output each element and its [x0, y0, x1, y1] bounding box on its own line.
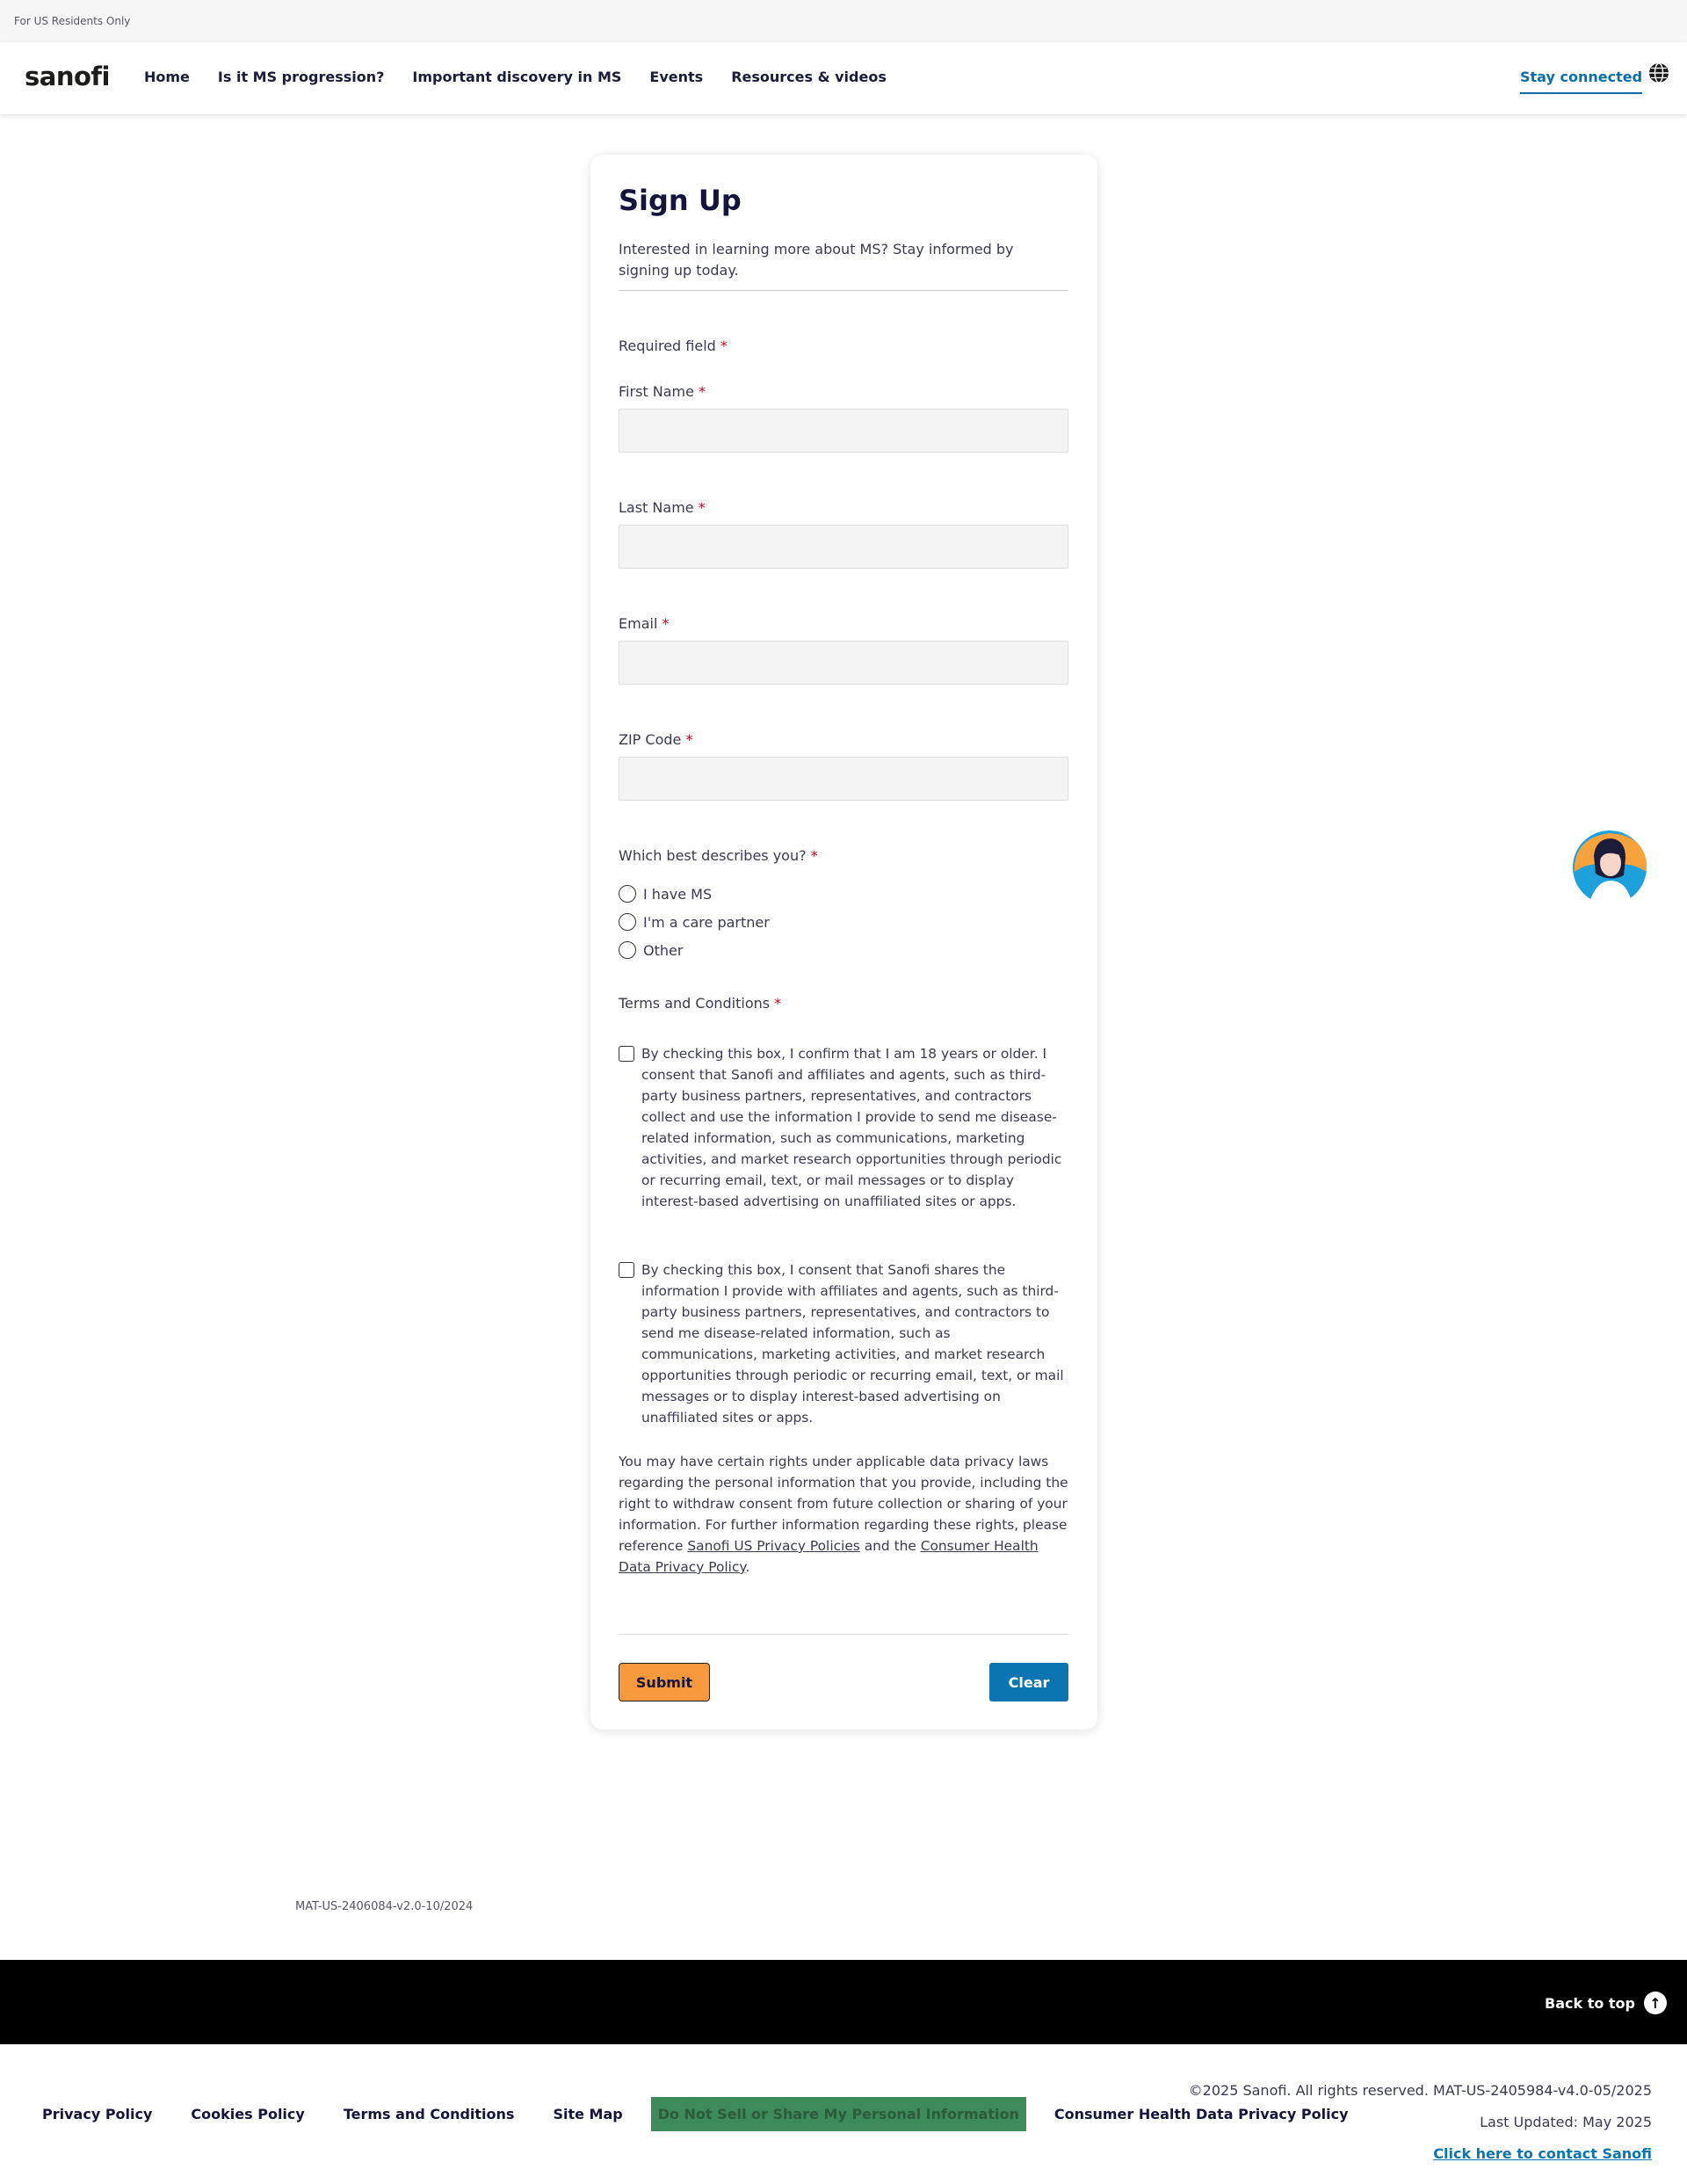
page-title: Sign Up — [619, 184, 742, 217]
signup-card — [590, 155, 1097, 1730]
first-name-label: First Name * — [619, 383, 706, 400]
main-navigation — [0, 42, 1687, 114]
terms-label: Terms and Conditions * — [619, 995, 782, 1012]
radio-option-have-ms[interactable]: I have MS — [619, 880, 1068, 908]
nav-link-home[interactable]: Home — [144, 69, 190, 85]
signup-intro: Interested in learning more about MS? Stay informed by signing up today. — [619, 239, 1068, 291]
last-name-label: Last Name * — [619, 499, 706, 516]
radio-option-other[interactable]: Other — [619, 936, 1068, 964]
radio-option-care-partner[interactable]: I'm a care partner — [619, 908, 1068, 936]
consent-text-1: By checking this box, I confirm that I am 18 years or older. I consent that Sanofi and affiliates and agents, such as third-party business partners, representatives, and contractors collect and use the information I provide to send me disease-related information, such as communications, marketing activities, and market research opportunities through periodic or recurring email, text, or mail messages or to display interest-based advertising on unaffiliated sites or apps. — [641, 1046, 1062, 1209]
describe-question-label: Which best describes you? * — [619, 847, 818, 864]
us-residents-notice: For US Residents Only — [14, 15, 131, 27]
consent-checkbox-2[interactable] — [619, 1262, 634, 1278]
footer-info — [1189, 2081, 1652, 2176]
arrow-up-icon: ↑ — [1644, 1992, 1667, 2014]
radio-circle-icon[interactable] — [619, 913, 636, 931]
consent-checkbox-row-2 — [619, 1259, 1068, 1428]
nav-links — [144, 69, 887, 85]
zip-code-input[interactable] — [619, 757, 1068, 801]
page-material-code: MAT-US-2406084-v2.0-10/2024 — [295, 1900, 474, 1913]
last-name-input[interactable] — [619, 525, 1068, 569]
submit-button[interactable]: Submit — [619, 1663, 710, 1701]
radio-circle-icon[interactable] — [619, 885, 636, 903]
nav-link-ms-progression[interactable]: Is it MS progression? — [217, 69, 385, 85]
clear-button[interactable]: Clear — [989, 1663, 1068, 1701]
consent-text-2: By checking this box, I consent that Sanofi shares the information I provide with affiliates and agents, such as third-party business partners, representatives, and contractors to send me disease-related information, such as communications, marketing activities, and market research opportunities through periodic or recurring email, text, or mail messages or to display interest-based advertising on unaffiliated sites or apps. — [641, 1262, 1064, 1426]
sanofi-logo[interactable]: sanofi — [25, 62, 110, 91]
footer-links — [42, 2097, 1387, 2131]
globe-icon[interactable] — [1647, 62, 1670, 84]
form-divider — [619, 1634, 1068, 1635]
email-label: Email * — [619, 615, 670, 632]
privacy-notice: You may have certain rights under applicable data privacy laws regarding the personal information that you provide, including the right to withdraw consent from future collection or sharing of your information. For further information regarding these rights, please reference Sanofi US Privacy Policies and the Consumer Health Data Privacy Policy. — [619, 1454, 1068, 1575]
zip-code-label: ZIP Code * — [619, 731, 693, 748]
sanofi-privacy-policies-link[interactable]: Sanofi US Privacy Policies — [687, 1538, 860, 1554]
back-to-top-bar — [0, 1960, 1687, 2044]
nav-link-resources[interactable]: Resources & videos — [731, 69, 887, 85]
nav-link-discovery[interactable]: Important discovery in MS — [412, 69, 622, 85]
consent-checkbox-row-1 — [619, 1043, 1068, 1212]
last-updated-text: Last Updated: May 2025 — [1480, 2114, 1652, 2130]
footer-link-cookies-policy[interactable]: Cookies Policy — [191, 2106, 305, 2122]
footer-link-do-not-sell[interactable]: Do Not Sell or Share My Personal Information — [651, 2097, 1026, 2131]
footer-link-consumer-health[interactable]: Consumer Health Data Privacy Policy — [1053, 2106, 1349, 2122]
back-to-top-button[interactable] — [1545, 1992, 1667, 2014]
footer — [0, 2044, 1687, 2184]
footer-link-site-map[interactable]: Site Map — [553, 2106, 623, 2122]
assistant-avatar-icon[interactable] — [1569, 830, 1650, 905]
footer-link-privacy-policy[interactable]: Privacy Policy — [42, 2106, 153, 2122]
back-to-top-label: Back to top — [1545, 1994, 1635, 2012]
consent-checkbox-1[interactable] — [619, 1046, 634, 1062]
copyright-text: ©2025 Sanofi. All rights reserved. MAT-US-2405984-v4.0-05/2025 — [1188, 2082, 1652, 2099]
describe-radio-group — [619, 880, 1068, 964]
contact-sanofi-link[interactable]: Click here to contact Sanofi — [1433, 2145, 1652, 2162]
stay-connected-link[interactable]: Stay connected — [1520, 69, 1642, 94]
top-notice-bar — [0, 0, 1687, 42]
radio-circle-icon[interactable] — [619, 941, 636, 959]
required-field-note: Required field * — [619, 337, 728, 354]
nav-link-events[interactable]: Events — [649, 69, 704, 85]
consumer-health-privacy-link[interactable]: Consumer Health Data Privacy Policy — [619, 1538, 1039, 1575]
email-input[interactable] — [619, 641, 1068, 685]
footer-link-terms[interactable]: Terms and Conditions — [343, 2106, 515, 2122]
first-name-input[interactable] — [619, 409, 1068, 453]
